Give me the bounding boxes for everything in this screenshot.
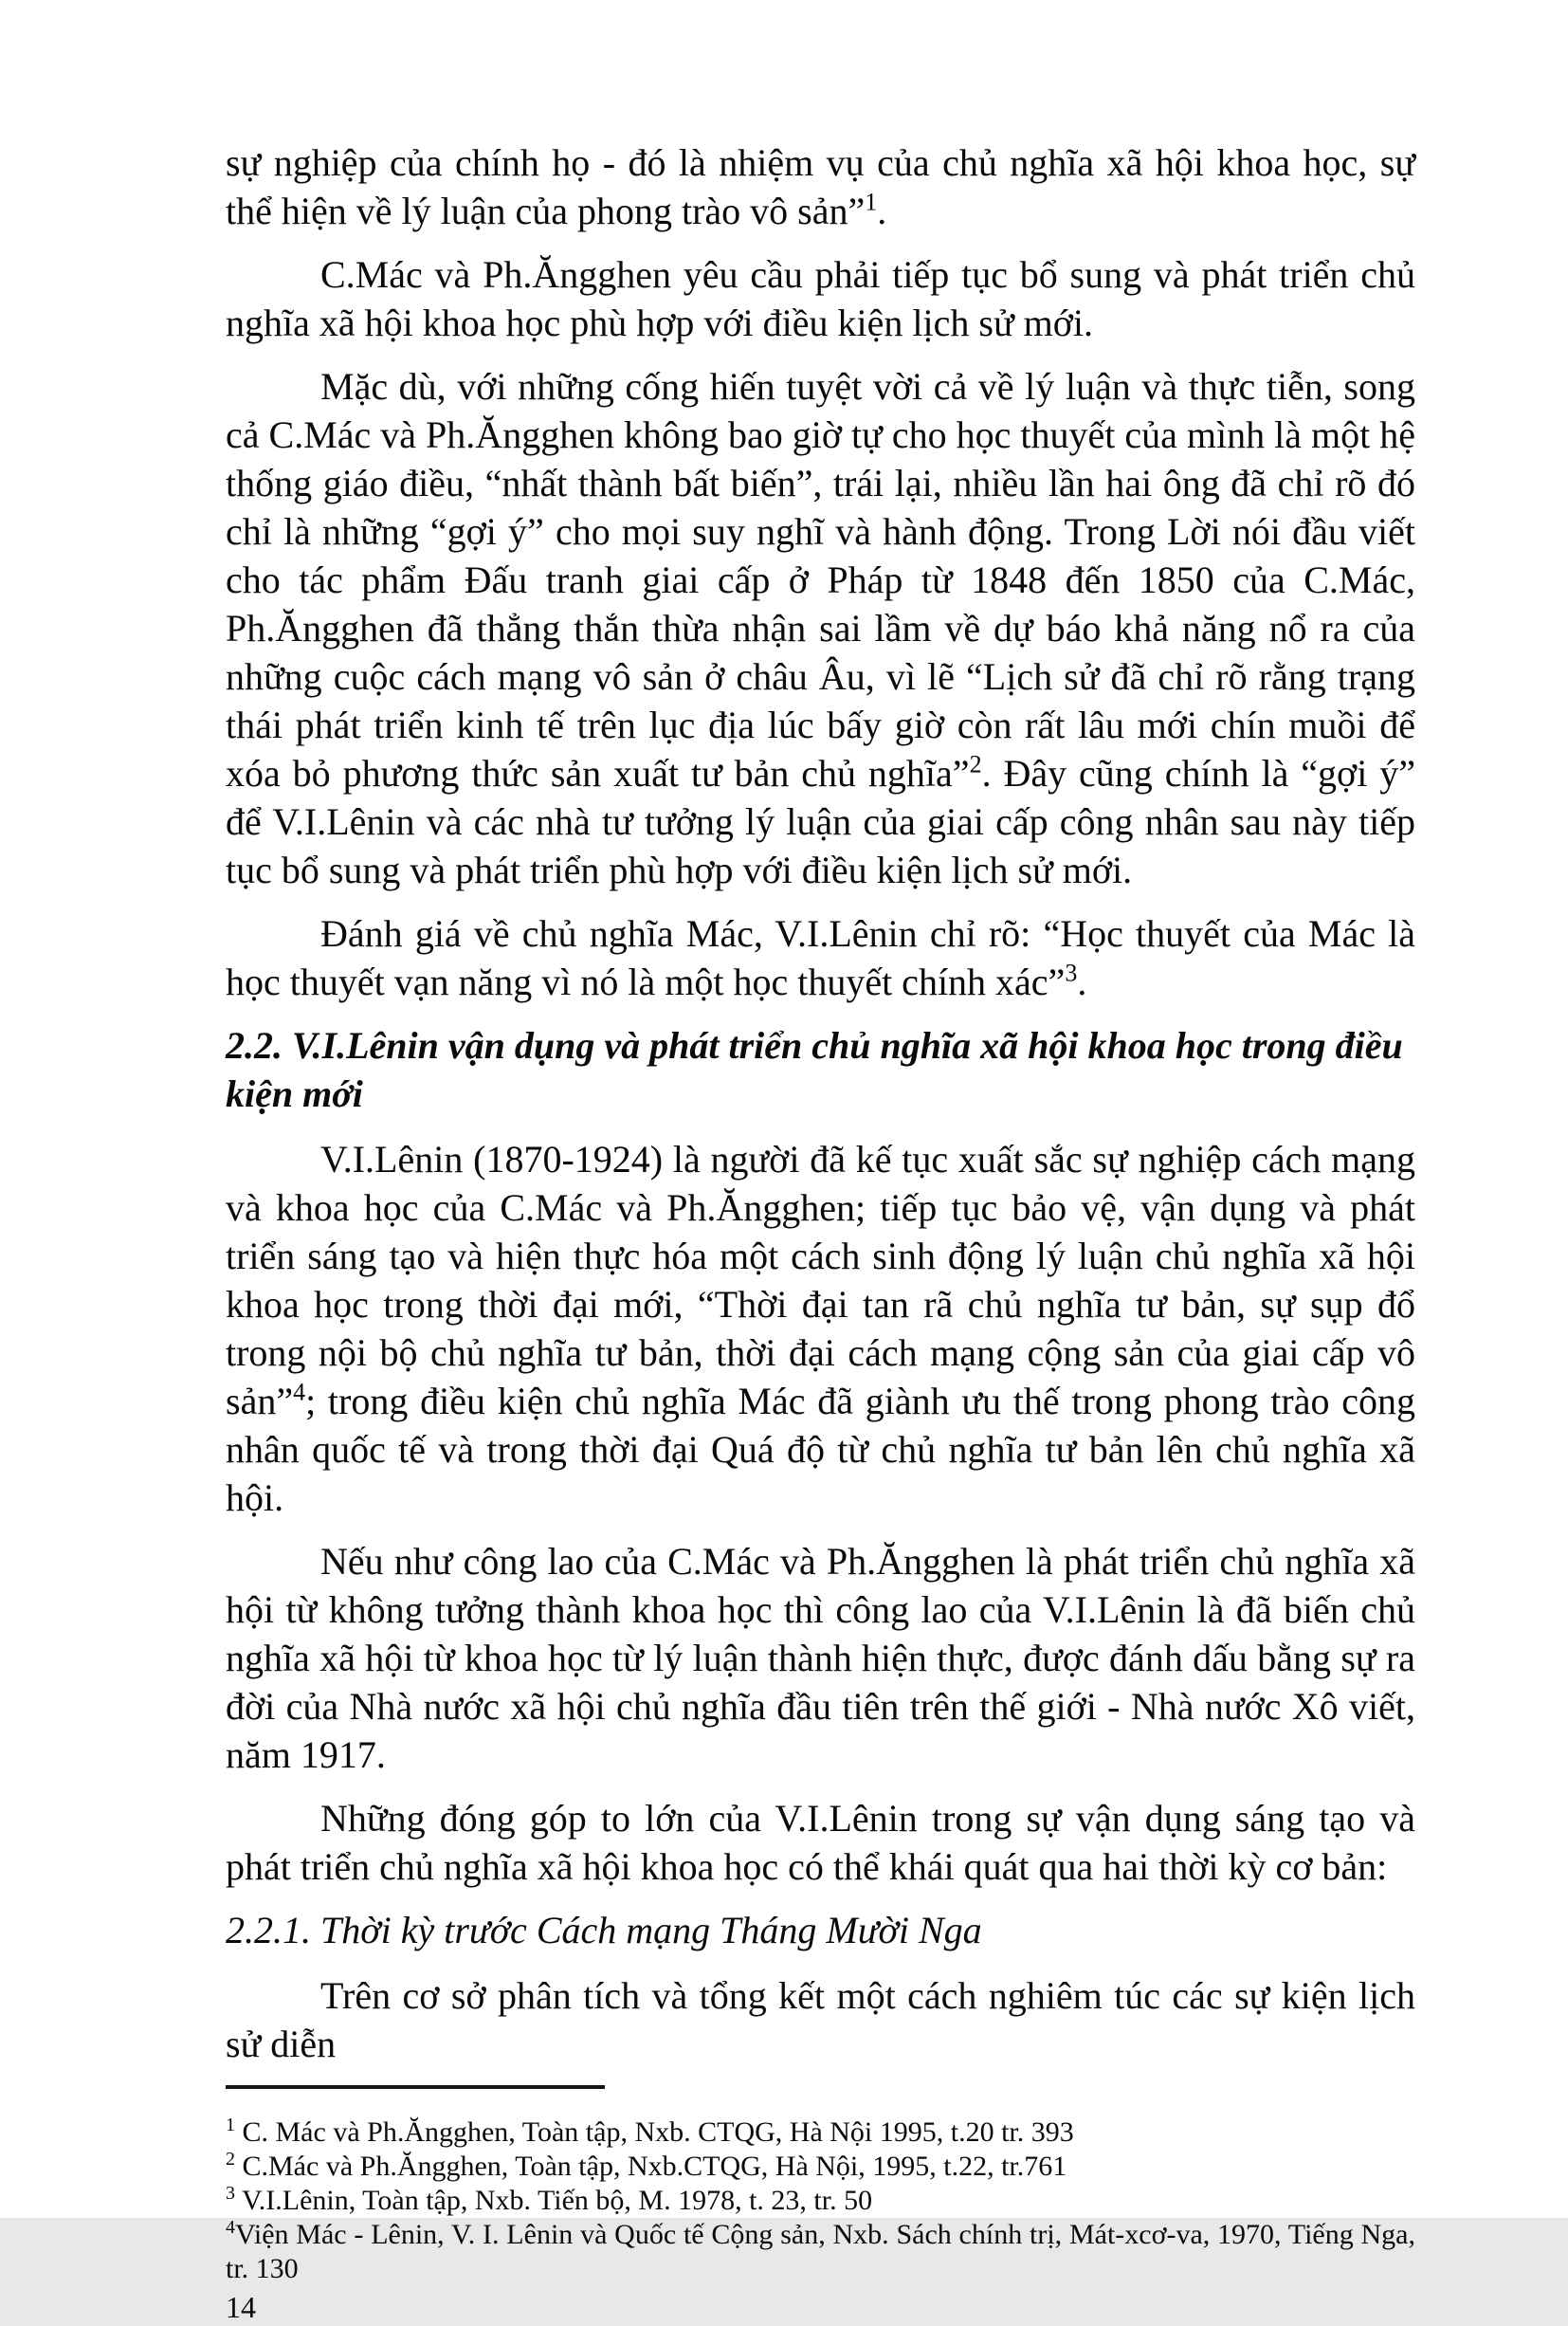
- paragraph-text: V.I.Lênin (1870-1924) là người đã kế tục xuất sắc sự nghiệp cách mạng và khoa học của C.Mác và Ph.Ăngghen; tiếp tục bảo vệ, vận dụng và phát triển sáng tạo và hiện thực hóa một cách sinh động lý luận chủ nghĩa xã hội khoa học trong thời đại mới, “Thời đại tan rã chủ nghĩa tư bản, sự sụp đổ trong nội bộ chủ nghĩa tư bản, thời đại cách mạng cộng sản của giai cấp vô sản”: [226, 1138, 1415, 1422]
- paragraph: [226, 909, 1415, 1006]
- paragraph-text: .: [877, 190, 887, 232]
- footnote-text: V.I.Lênin, Toàn tập, Nxb. Tiến bộ, M. 1978, t. 23, tr. 50: [235, 2185, 873, 2216]
- footnote-4: [226, 2218, 1415, 2286]
- footnote-marker: 3: [226, 2183, 235, 2204]
- paragraph: [226, 362, 1415, 894]
- paragraph-text: Trên cơ sở phân tích và tổng kết một cách nghiêm túc các sự kiện lịch sử diễn: [226, 1974, 1415, 2065]
- paragraph-text: Đánh giá về chủ nghĩa Mác, V.I.Lênin chỉ rõ: “Học thuyết của Mác là học thuyết vạn năng vì nó là một học thuyết chính xác”: [226, 912, 1415, 1003]
- footnote-ref-2: 2: [969, 750, 982, 778]
- subsection-heading-2-2-1: 2.2.1. Thời kỳ trước Cách mạng Tháng Mười Nga: [226, 1909, 982, 1951]
- paragraph-text: sự nghiệp của chính họ - đó là nhiệm vụ của chủ nghĩa xã hội khoa học, sự thể hiện về lý luận của phong trào vô sản”: [226, 141, 1415, 232]
- paragraph-text: ; trong điều kiện chủ nghĩa Mác đã giành ưu thế trong phong trào công nhân quốc tế và trong thời đại Quá độ từ chủ nghĩa tư bản lên chủ nghĩa xã hội.: [226, 1380, 1415, 1519]
- paragraph: [226, 1794, 1415, 1891]
- paragraph-text: . Đây cũng chính là “gợi ý” để V.I.Lênin và các nhà tư tưởng lý luận của giai cấp công nhân sau này tiếp tục bổ sung và phát triển phù hợp với điều kiện lịch sử mới.: [226, 752, 1416, 891]
- footnotes-section: [226, 2115, 1415, 2286]
- footnote-ref-1: 1: [865, 188, 878, 216]
- paragraph-text: Những đóng góp to lớn của V.I.Lênin trong sự vận dụng sáng tạo và phát triển chủ nghĩa xã hội khoa học có thể khái quát qua hai thời kỳ cơ bản:: [226, 1797, 1415, 1888]
- footnote-text: C. Mác và Ph.Ăngghen, Toàn tập, Nxb. CTQG, Hà Nội 1995, t.20 tr. 393: [235, 2116, 1074, 2148]
- paragraph-text: .: [1077, 961, 1087, 1003]
- footnote-ref-3: 3: [1065, 959, 1078, 987]
- paragraph: [226, 250, 1415, 347]
- footnote-marker: 2: [226, 2149, 235, 2170]
- footnote-marker: 4: [226, 2217, 235, 2238]
- paragraph-continuation: [226, 138, 1415, 235]
- paragraph-text: Nếu như công lao của C.Mác và Ph.Ăngghen là phát triển chủ nghĩa xã hội từ không tưởng thành khoa học thì công lao của V.I.Lênin là đã biến chủ nghĩa xã hội từ khoa học từ lý luận thành hiện thực, được đánh dấu bằng sự ra đời của Nhà nước xã hội chủ nghĩa đầu tiên trên thế giới - Nhà nước Xô viết, năm 1917.: [226, 1540, 1415, 1776]
- footnote-2: [226, 2150, 1415, 2184]
- paragraph: [226, 1537, 1415, 1779]
- paragraph-text: C.Mác và Ph.Ăngghen yêu cầu phải tiếp tục bổ sung và phát triển chủ nghĩa xã hội khoa học phù hợp với điều kiện lịch sử mới.: [226, 253, 1415, 344]
- paragraph: [226, 1135, 1415, 1522]
- footnote-ref-4: 4: [293, 1378, 306, 1406]
- paragraph-text: Mặc dù, với những cống hiến tuyệt vời cả về lý luận và thực tiễn, song cả C.Mác và Ph.Ăngghen không bao giờ tự cho học thuyết của mình là một hệ thống giáo điều, “nhất thành bất biến”, trái lại, nhiều lần hai ông đã chỉ rõ đó chỉ là những “gợi ý” cho mọi suy nghĩ và hành động. Trong Lời nói đầu viết cho tác phẩm Đấu tranh giai cấp ở Pháp từ 1848 đến 1850 của C.Mác, Ph.Ăngghen đã thẳng thắn thừa nhận sai lầm về dự báo khả năng nổ ra của những cuộc cách mạng vô sản ở châu Âu, vì lẽ “Lịch sử đã chỉ rõ rằng trạng thái phát triển kinh tế trên lục địa lúc bấy giờ còn rất lâu mới chín muồi để xóa bỏ phương thức sản xuất tư bản chủ nghĩa”: [226, 365, 1415, 795]
- footnote-1: [226, 2115, 1415, 2150]
- footnote-separator: [226, 2085, 605, 2089]
- page-number: 14: [226, 2290, 256, 2324]
- footnote-3: [226, 2184, 1415, 2218]
- footnote-text: Viện Mác - Lênin, V. I. Lênin và Quốc tế Cộng sản, Nxb. Sách chính trị, Mát-xcơ-va, 1970, Tiếng Nga, tr. 130: [226, 2219, 1415, 2284]
- paragraph: [226, 1971, 1415, 2068]
- footnote-marker: 1: [226, 2115, 235, 2135]
- footnote-text: C.Mác và Ph.Ăngghen, Toàn tập, Nxb.CTQG, Hà Nội, 1995, t.22, tr.761: [235, 2151, 1067, 2182]
- section-heading-2-2: 2.2. V.I.Lênin vận dụng và phát triển chủ nghĩa xã hội khoa học trong điều kiện mới: [226, 1024, 1403, 1115]
